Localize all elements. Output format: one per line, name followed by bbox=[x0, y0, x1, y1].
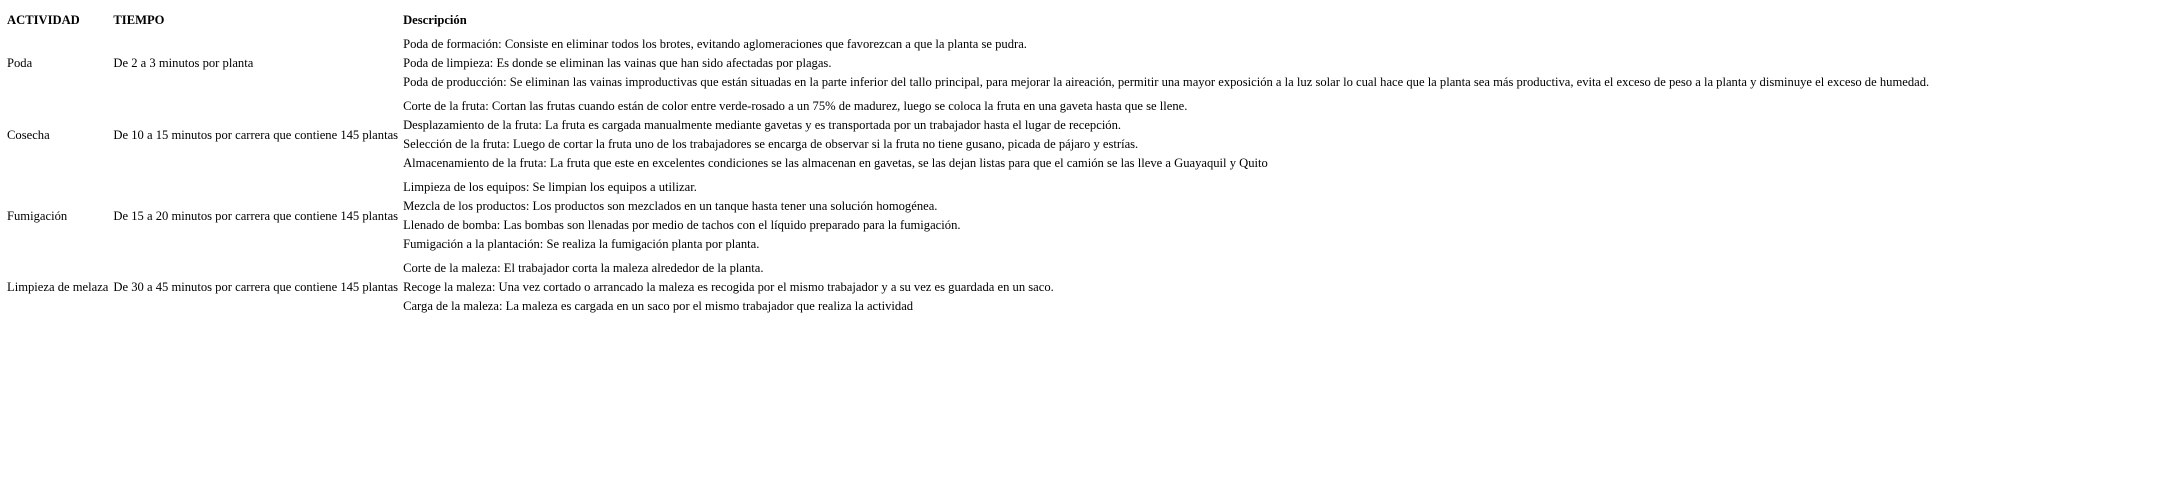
table-row bbox=[6, 96, 1930, 174]
descripcion-cell bbox=[402, 96, 1930, 174]
descripcion-cell bbox=[402, 177, 1930, 255]
header-tiempo: TIEMPO bbox=[113, 13, 165, 27]
table-row bbox=[6, 34, 1930, 93]
descripcion-line: Fumigación a la plantación: Se realiza la fumigación planta por planta. bbox=[403, 237, 760, 251]
descripcion-line: Poda de formación: Consiste en eliminar todos los brotes, evitando aglomeraciones que favorezcan a que la planta se pudra. bbox=[403, 37, 1027, 51]
descripcion-line: Corte de la maleza: El trabajador corta la maleza alrededor de la planta. bbox=[403, 261, 764, 275]
descripcion-line: Llenado de bomba: Las bombas son llenadas por medio de tachos con el líquido preparado para la fumigación. bbox=[403, 218, 961, 232]
descripcion-line: Recoge la maleza: Una vez cortado o arrancado la maleza es recogida por el mismo trabajador y a su vez es guardada en un saco. bbox=[403, 280, 1054, 294]
tiempo-cell: De 2 a 3 minutos por planta bbox=[113, 56, 254, 70]
actividad-cell: Fumigación bbox=[7, 208, 68, 223]
activities-table bbox=[3, 7, 1933, 320]
descripcion-line: Corte de la fruta: Cortan las frutas cuando están de color entre verde-rosado a un 75% de madurez, luego se coloca la fruta en una gaveta hasta que se llene. bbox=[403, 99, 1188, 113]
descripcion-line: Poda de limpieza: Es donde se eliminan las vainas que han sido afectadas por plagas. bbox=[403, 56, 832, 70]
table-row bbox=[6, 258, 1930, 317]
table-row bbox=[6, 177, 1930, 255]
header-row bbox=[6, 10, 1930, 31]
descripcion-line: Carga de la maleza: La maleza es cargada en un saco por el mismo trabajador que realiza la actividad bbox=[403, 299, 914, 313]
actividad-cell: Limpieza de melaza bbox=[7, 280, 109, 294]
tiempo-cell: De 10 a 15 minutos por carrera que contiene 145 plantas bbox=[113, 127, 399, 142]
header-descripcion: Descripción bbox=[403, 13, 467, 27]
actividad-cell: Cosecha bbox=[7, 127, 50, 142]
tiempo-cell: De 30 a 45 minutos por carrera que contiene 145 plantas bbox=[113, 280, 399, 294]
table-body bbox=[6, 34, 1930, 317]
tiempo-cell: De 15 a 20 minutos por carrera que contiene 145 plantas bbox=[113, 208, 399, 223]
descripcion-line: Limpieza de los equipos: Se limpian los equipos a utilizar. bbox=[403, 180, 697, 194]
descripcion-line: Desplazamiento de la fruta: La fruta es cargada manualmente mediante gavetas y es transportada por un trabajador hasta el lugar de recepción. bbox=[403, 118, 1122, 132]
descripcion-line: Mezcla de los productos: Los productos son mezclados en un tanque hasta tener una solución homogénea. bbox=[403, 199, 938, 213]
header-actividad: ACTIVIDAD bbox=[7, 13, 80, 27]
descripcion-line: Selección de la fruta: Luego de cortar la fruta uno de los trabajadores se encarga de observar si la fruta no tiene gusano, picada de pájaro y estrías. bbox=[403, 137, 1139, 151]
descripcion-cell bbox=[402, 258, 1930, 317]
actividad-cell: Poda bbox=[7, 56, 33, 70]
table-header bbox=[6, 10, 1930, 31]
descripcion-line: Almacenamiento de la fruta: La fruta que este en excelentes condiciones se las almacenan en gavetas, se las dejan listas para que el camión se las lleve a Guayaquil y Quito bbox=[403, 156, 1268, 170]
descripcion-line: Poda de producción: Se eliminan las vainas improductivas que están situadas en la parte inferior del tallo principal, para mejorar la aireación, permitir una mayor exposición a la luz solar lo cual hace que la planta sea más productiva, evita el exceso de peso a la planta y disminuye el exceso de humedad. bbox=[403, 75, 1930, 89]
descripcion-cell bbox=[402, 34, 1930, 93]
